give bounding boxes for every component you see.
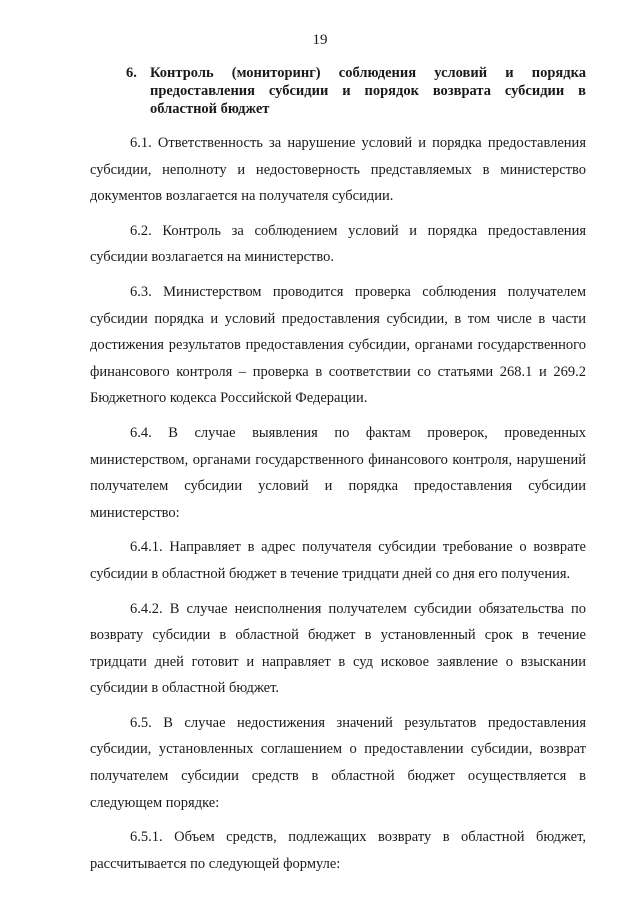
page-number: 19 xyxy=(312,32,328,48)
paragraph-6-5-1: 6.5.1. Объем средств, подлежащих возврату в областной бюджет, рассчитывается по следующей формуле: xyxy=(90,829,586,872)
section-heading xyxy=(126,64,586,118)
paragraph-6-1: 6.1. Ответственность за нарушение условий и порядка предоставления субсидии, неполноту и недостоверность представляемых в министерство документов возлагается на получателя субсидии. xyxy=(90,135,586,205)
section-number: 6. xyxy=(126,65,137,81)
paragraph-6-4: 6.4. В случае выявления по фактам проверок, проведенных министерством, органами государственного финансового контроля, нарушений получателем субсидии условий и порядка предоставления субсидии министерство: xyxy=(90,424,586,521)
paragraph-6-4-2: 6.4.2. В случае неисполнения получателем субсидии обязательства по возврату субсидии в областной бюджет в установленный срок в течение тридцати дней готовит и направляет в суд исковое заявление о взыскании субсидии в областной бюджет. xyxy=(90,600,586,697)
section-title: Контроль (мониторинг) соблюдения условий и порядка предоставления субсидии и порядок возврата субсидии в областной бюджет xyxy=(150,65,586,117)
body-text xyxy=(90,130,586,885)
paragraph-6-2: 6.2. Контроль за соблюдением условий и порядка предоставления субсидии возлагается на министерство. xyxy=(90,222,586,266)
paragraph-6-4-1: 6.4.1. Направляет в адрес получателя субсидии требование о возврате субсидии в областной бюджет в течение тридцати дней со дня его получения. xyxy=(90,539,586,582)
paragraph-6-3: 6.3. Министерством проводится проверка соблюдения получателем субсидии порядка и условий предоставления субсидии, в том числе в части достижения результатов предоставления субсидии, органами государственного финансового контроля – проверка в соответствии со статьями 268.1 и 269.2 Бюджетного кодекса Российской Федерации. xyxy=(90,283,586,407)
paragraph-6-5: 6.5. В случае недостижения значений результатов предоставления субсидии, установленных соглашением о предоставлении субсидии, возврат получателем субсидии средств в областной бюджет осуществляется в следующем порядке: xyxy=(90,714,586,811)
